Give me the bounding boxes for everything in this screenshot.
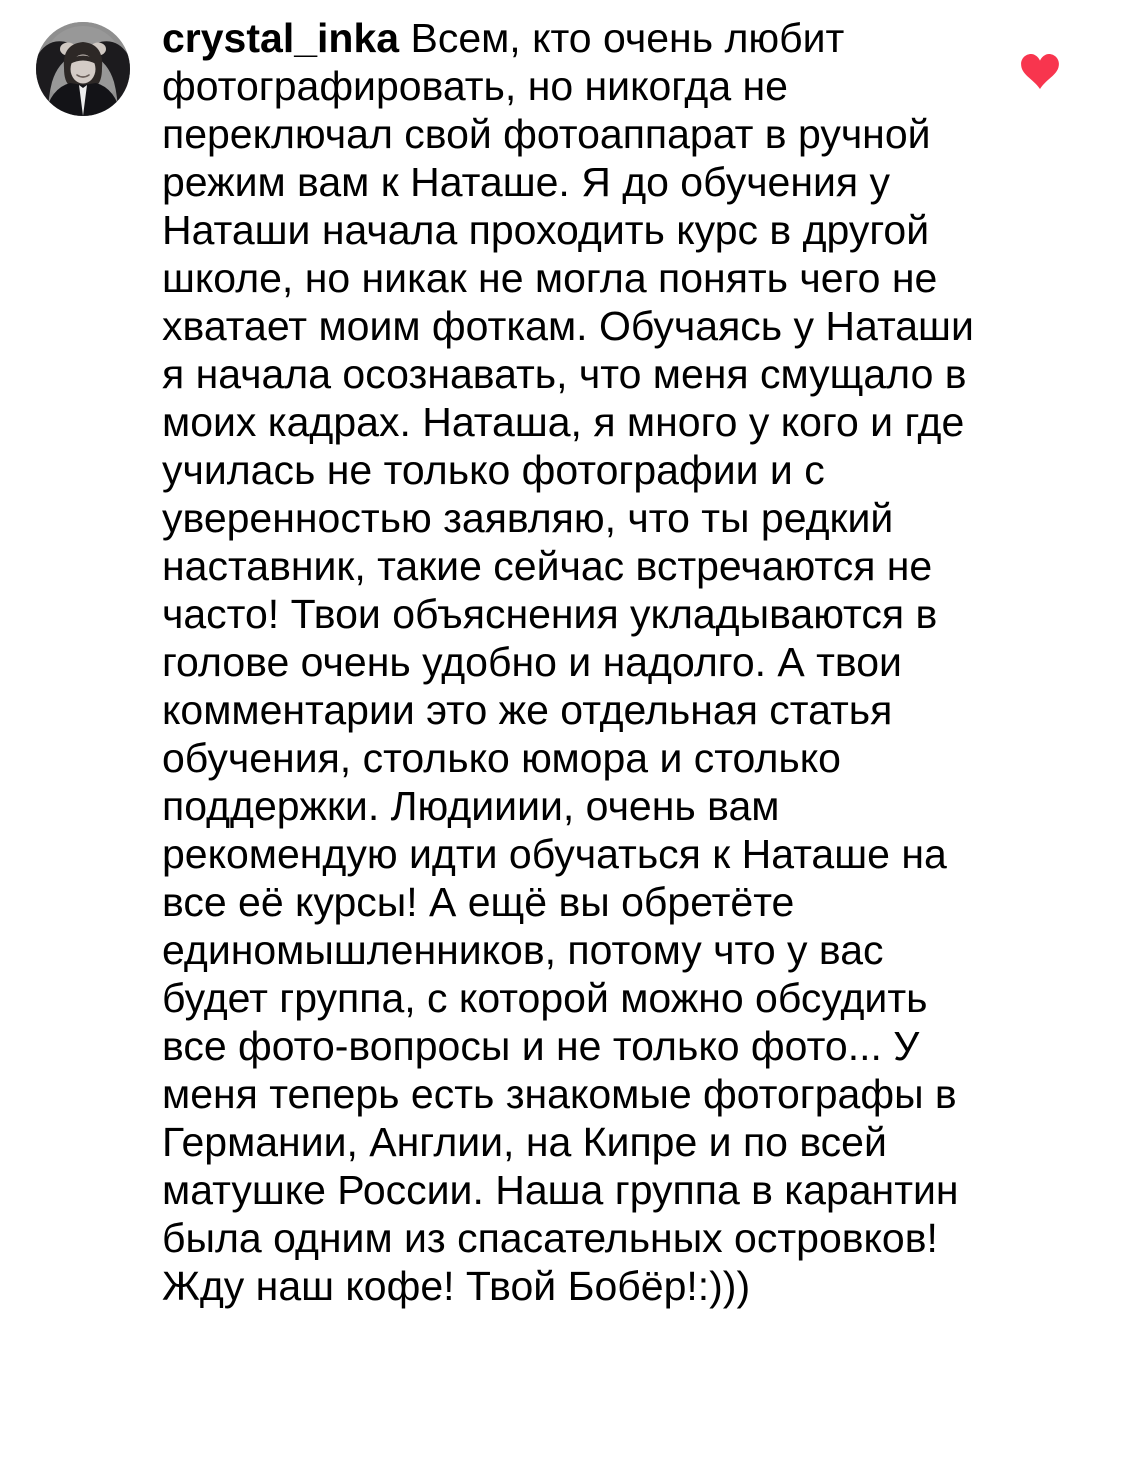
username-link[interactable]: crystal_inka	[162, 15, 400, 61]
avatar[interactable]	[36, 22, 130, 116]
avatar-photo	[36, 22, 130, 116]
heart-icon	[1021, 54, 1059, 89]
comment-body	[162, 14, 974, 1310]
like-button[interactable]	[1012, 46, 1068, 96]
comment-text: Всем, кто очень любит фотографировать, но никогда не переключал свой фотоаппарат в ручной режим вам к Наташе. Я до обучения у Наташи начала проходить курс в другой школе, но никак не могла понять чего не хватает моим фоткам. Обучаясь у Наташи я начала осознавать, что меня смущало в моих кадрах. Наташа, я много у кого и где училась не только фотографии и с уверенностью заявляю, что ты редкий наставник, такие сейчас встречаются не часто! Твои объяснения укладываются в голове очень удобно и надолго. А твои комментарии это же отдельная статья обучения, столько юмора и столько поддержки. Людииии, очень вам рекомендую идти обучаться к Наташе на все её курсы! А ещё вы обретёте единомышленников, потому что у вас будет группа, с которой можно обсудить все фото-вопросы и не только фото... У меня теперь есть знакомые фотографы в Германии, Англии, на Кипре и по всей матушке России. Наша группа в карантин была одним из спасательных островков! Жду наш кофе! Твой Бобёр!:)))	[162, 15, 974, 1309]
comment-paragraph	[162, 14, 974, 1310]
heart-icon-shape	[1021, 54, 1059, 89]
